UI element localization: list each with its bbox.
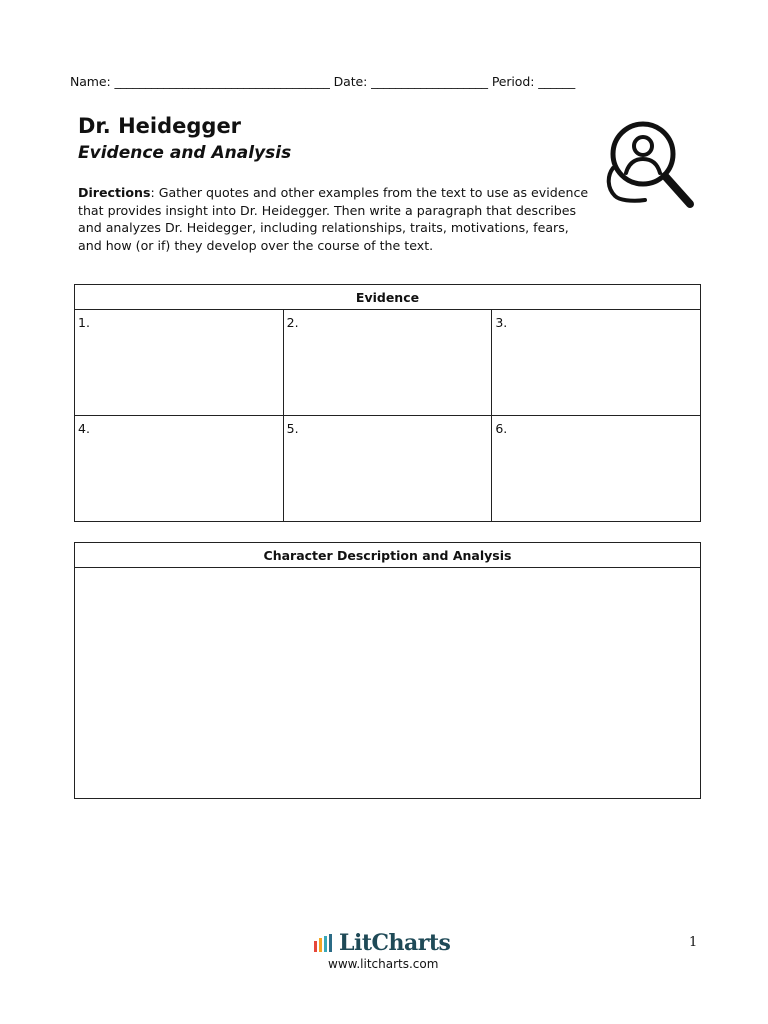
directions-paragraph — [78, 184, 593, 254]
analysis-writing-area[interactable] — [75, 568, 701, 799]
evidence-cell-6[interactable]: 6. — [492, 416, 701, 522]
directions-text: : Gather quotes and other examples from the text to use as evidence that provides insight into Dr. Heidegger. Then write a paragraph that describes and analyzes Dr. Heidegger, including relationships, traits, motivations, fears, and how (or if) they develop over the course of the text. — [78, 185, 589, 253]
evidence-header: Evidence — [75, 285, 701, 310]
evidence-cell-5[interactable]: 5. — [283, 416, 492, 522]
page-title: Dr. Heidegger — [78, 114, 242, 138]
evidence-cell-3[interactable]: 3. — [492, 310, 701, 416]
evidence-cell-4[interactable]: 4. — [75, 416, 284, 522]
evidence-cell-2[interactable]: 2. — [283, 310, 492, 416]
date-field[interactable]: ___________________ — [371, 74, 488, 89]
directions-label: Directions — [78, 185, 151, 200]
student-info-line — [70, 74, 710, 89]
date-label: Date: — [333, 74, 368, 89]
evidence-cell-1[interactable]: 1. — [75, 310, 284, 416]
magnifier-person-icon — [603, 116, 699, 212]
name-label: Name: — [70, 74, 111, 89]
footer-url[interactable]: www.litcharts.com — [328, 957, 439, 971]
analysis-header: Character Description and Analysis — [75, 543, 701, 568]
analysis-table — [74, 542, 701, 799]
page-subtitle: Evidence and Analysis — [78, 143, 292, 163]
evidence-table — [74, 284, 701, 522]
period-field[interactable]: ______ — [538, 74, 576, 89]
logo-bars-icon — [313, 933, 335, 953]
name-field[interactable]: ___________________________________ — [114, 74, 330, 89]
page-number: 1 — [689, 935, 698, 950]
logo-text: LitCharts — [339, 930, 451, 956]
litcharts-logo[interactable] — [313, 930, 450, 956]
period-label: Period: — [491, 74, 535, 89]
